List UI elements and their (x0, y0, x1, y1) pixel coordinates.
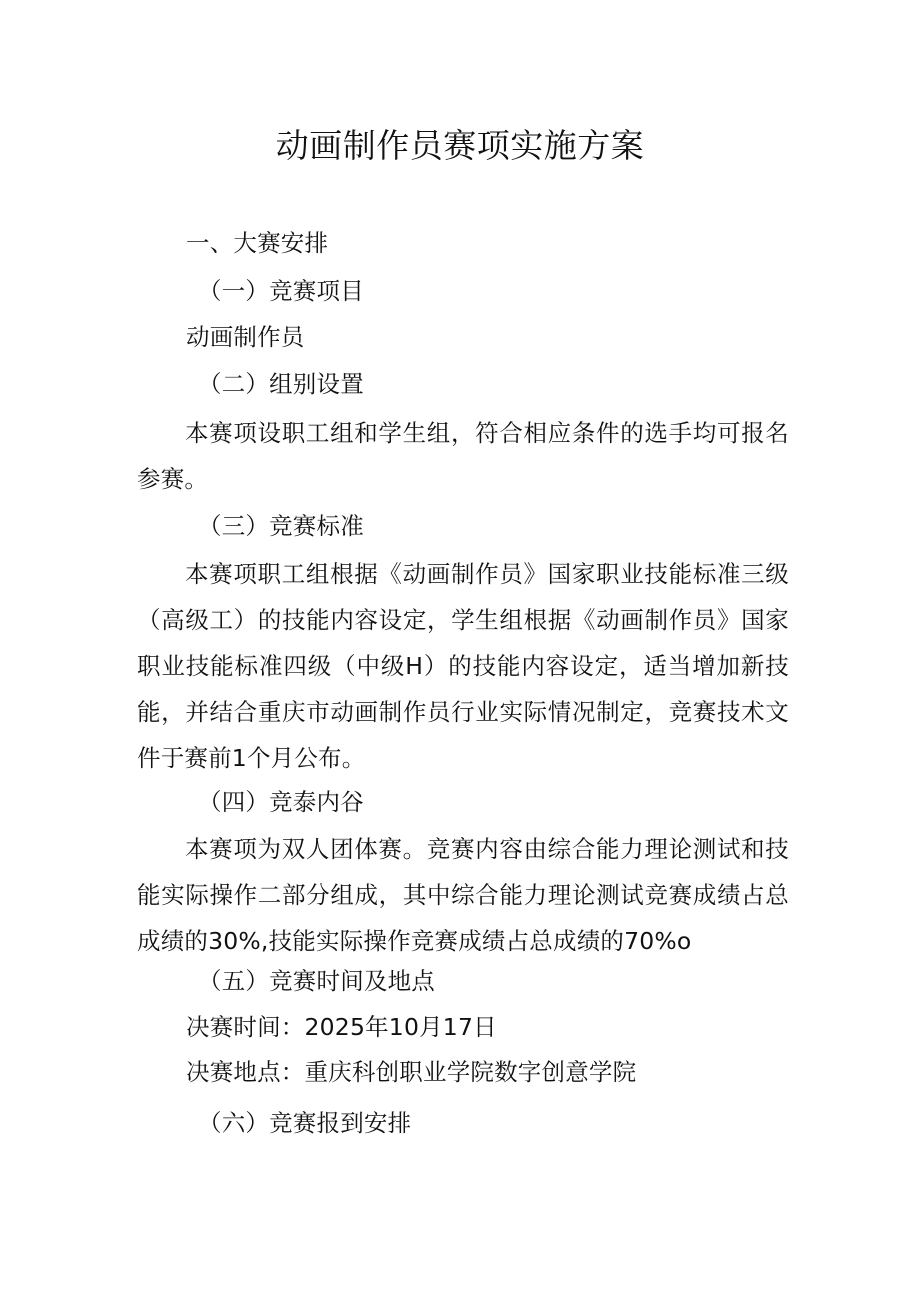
subheading-group-setup: （二）组别设置 (198, 370, 364, 398)
subheading-competition-item: （一）竞赛项目 (198, 277, 364, 305)
competition-item-text: 动画制作员 (186, 323, 305, 351)
competition-content-paragraph: 本赛项为双人团体赛。竞赛内容由综合能力理论测试和技能实际操作二部分组成，其中综合能力理论测试竞赛成绩占总成绩的30%,技能实际操作竞赛成绩占总成绩的70%o (137, 835, 789, 955)
group-setup-paragraph: 本赛项设职工组和学生组，符合相应条件的选手均可报名参赛。 (137, 419, 789, 493)
subheading-competition-content: （四）竞泰内谷 (198, 788, 364, 816)
subheading-time-place: （五）竞赛时间及地点 (198, 967, 435, 995)
final-place-text: 决赛地点：重庆科创职业学院数字创意学院 (186, 1058, 637, 1086)
final-time-text: 决赛时间：2025年10月17日 (186, 1013, 497, 1041)
subheading-competition-standard: （三）竞赛标准 (198, 512, 364, 540)
document-title: 动画制作员赛项实施方案 (275, 126, 645, 165)
subheading-registration: （六）竞赛报到安排 (198, 1109, 412, 1137)
competition-standard-paragraph: 本赛项职工组根据《动画制作员》国家职业技能标准三级（高级工）的技能内容设定，学生组根据《动画制作员》国家职业技能标准四级（中级H）的技能内容设定，适当增加新技能，并结合重庆市动画制作员行业实际情况制定，竞赛技术文件于赛前1个月公布。 (137, 560, 789, 772)
section-heading-arrangement: 一、大赛安排 (186, 229, 329, 257)
